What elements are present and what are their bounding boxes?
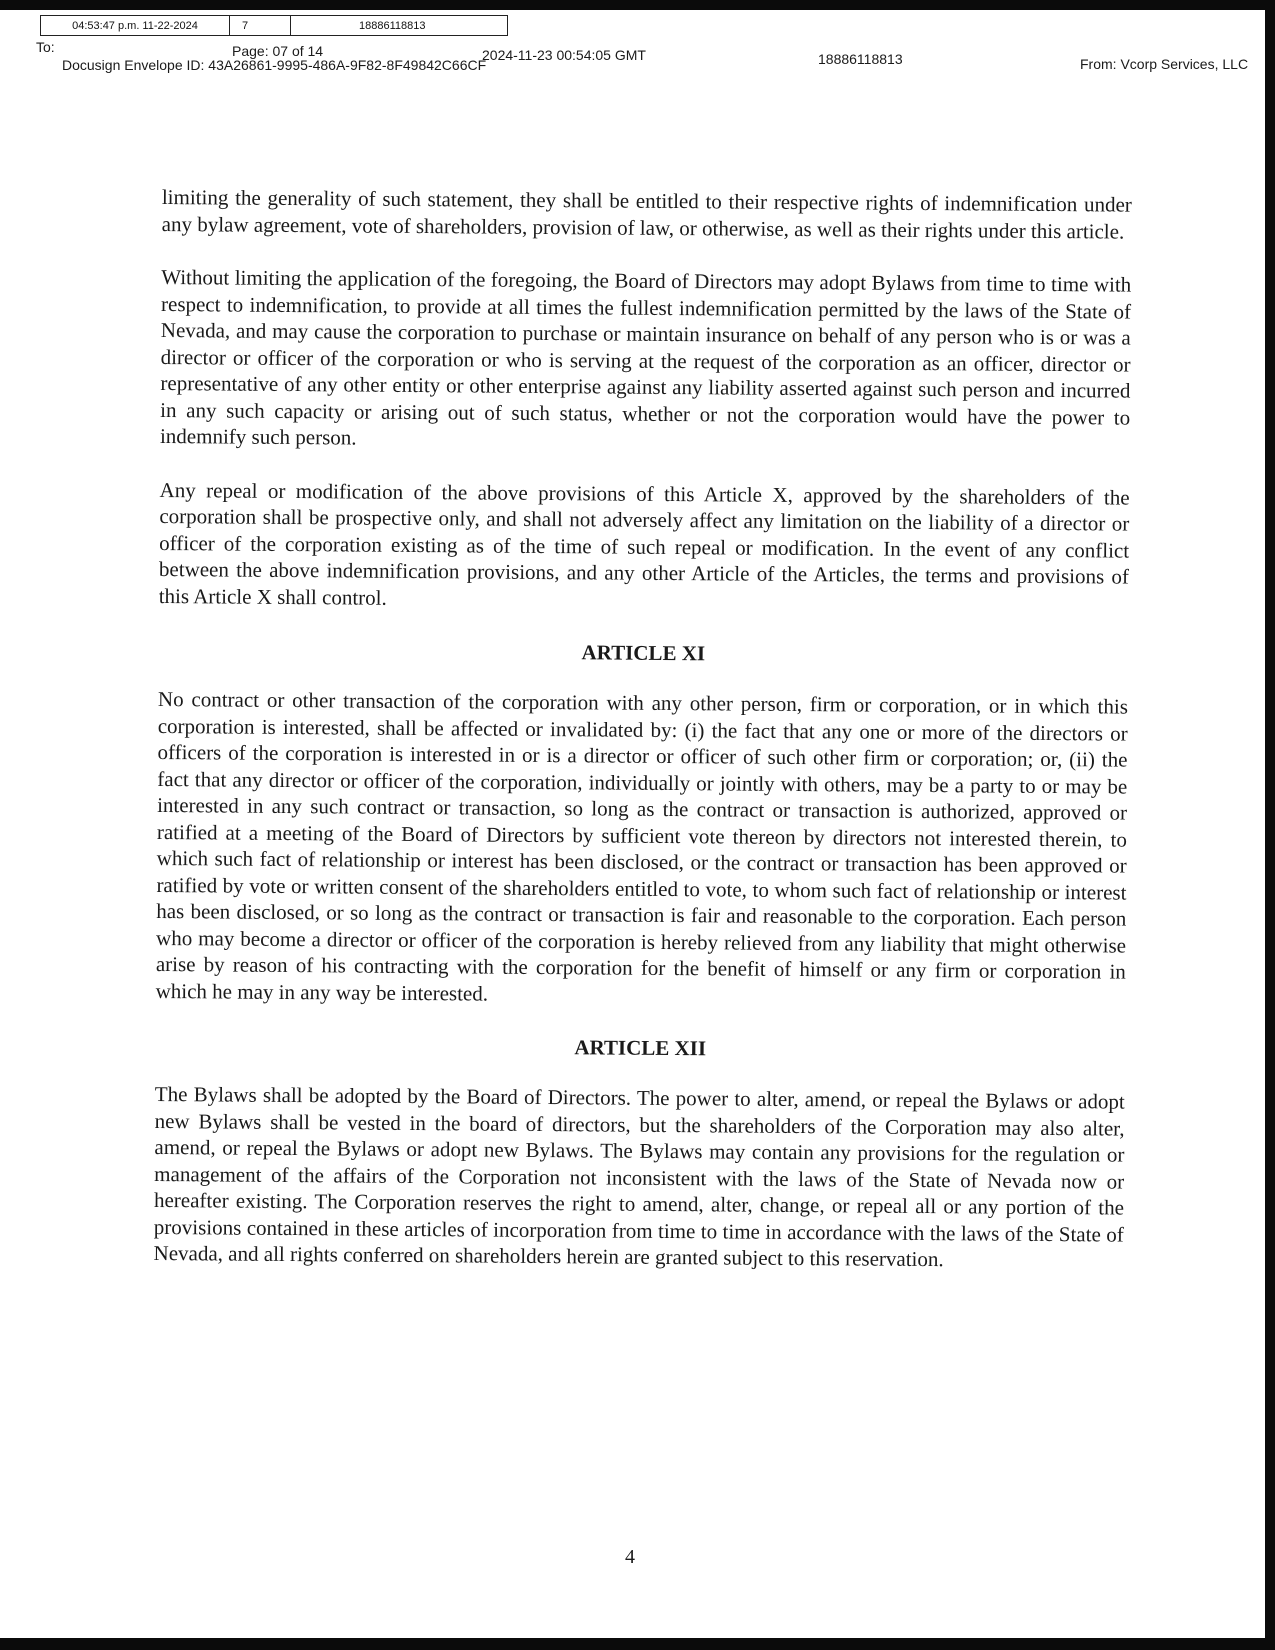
article-xi-heading: ARTICLE XI — [581, 640, 706, 666]
docusign-envelope-id: Docusign Envelope ID: 43A26861-9995-486A-9F82-8F49842C66CF — [62, 57, 487, 73]
fax-page-count: Page: 07 of 14 — [232, 43, 324, 59]
article-x-paragraph-3: Any repeal or modification of the above provisions of this Article X, approved by the shareholders of the corporation shall be prospective only, and shall not adversely affect any limitation on the liability of a director or officer of the corporation existing as of the time of such repeal or modification. In the event of any conflict between the above indemnification provisions, and any other Article of the Articles, the terms and provisions of this Article X shall control. — [158, 477, 1130, 610]
article-xii-paragraph: The Bylaws shall be adopted by the Board of Directors. The power to alter, amend, or repeal the Bylaws or adopt new Bylaws shall be vested in the board of directors, but the shareholders of the Corporation may also alter, amend, or repeal the Bylaws or adopt new Bylaws. The Bylaws may contain any provisions for the regulation or management of the affairs of the Corporation not inconsistent with the laws of the State of Nevada now or hereafter existing. The Corporation reserves the right to amend, alter, change, or repeal all or any portion of the provisions contained in these articles of incorporation from time to time in accordance with the laws of the State of Nevada, and all rights conferred on shareholders herein are granted subject to this reservation. — [153, 1081, 1125, 1272]
article-x-paragraph-2: Without limiting the application of the foregoing, the Board of Directors may adopt Bylaws from time to time with respect to indemnification, to provide at all times the fullest indemnification permitted by the laws of the State of Nevada, and may cause the corporation to purchase or maintain insurance on behalf of any person who is or was a director or officer of the corporation or who is serving at the request of the corporation as an officer, director or representative of any other entity or other enterprise against any liability asserted against such person and incurred in any such capacity or arising out of such status, whether or not the corporation would have the power to indemnify such person. — [159, 264, 1132, 450]
fax-phone-number: 18886118813 — [818, 51, 903, 67]
scan-edge-bottom — [0, 1638, 1275, 1650]
document-body — [153, 184, 1132, 1301]
fax-from-label: From: Vcorp Services, LLC — [1080, 56, 1249, 72]
fax-stamp-number: 18886118813 — [359, 19, 426, 32]
fax-stamp-page: 7 — [230, 16, 291, 35]
page-number: 4 — [625, 1546, 635, 1568]
article-xi-paragraph: No contract or other transaction of the corporation with any other person, firm or corporation, or in which this corporation is interested, shall be affected or invalidated by: (i) the fact that any one or more of the directors or officers of the corporation is interested in or is a director or officer of such other firm or corporation; or, (ii) the fact that any director or officer of the corporation, individually or jointly with others, may be a party to or may be interested in any such contract or transaction, so long as the contract or transaction is authorized, approved or ratified at a meeting of the Board of Directors by sufficient vote thereon by directors not interested therein, to which such fact of relationship or interest has been disclosed, or the contract or transaction has been approved or ratified by vote or written consent of the shareholders entitled to vote, to whom such fact of relationship or interest has been disclosed, or so long as the contract or transaction is fair and reasonable to the corporation. Each person who may become a director or officer of the corporation is hereby relieved from any liability that might otherwise arise by reason of his contracting with the corporation for the benefit of himself or any firm or corporation in which he may in any way be interested. — [155, 686, 1129, 1006]
fax-timestamp: 2024-11-23 00:54:05 GMT — [482, 47, 646, 63]
article-xii-heading: ARTICLE XII — [574, 1035, 707, 1061]
scan-edge-right — [1265, 0, 1275, 1650]
scan-edge-top — [0, 0, 1275, 10]
article-x-paragraph-1: limiting the generality of such statement, they shall be entitled to their respective rights of indemnification under any bylaw agreement, vote of shareholders, provision of law, or otherwise, as well as their rights under this article. — [161, 184, 1132, 244]
fax-stamp-time: 04:53:47 p.m. 11-22-2024 — [41, 16, 230, 35]
fax-stamp — [40, 15, 508, 36]
fax-to-label: To: — [36, 39, 55, 55]
